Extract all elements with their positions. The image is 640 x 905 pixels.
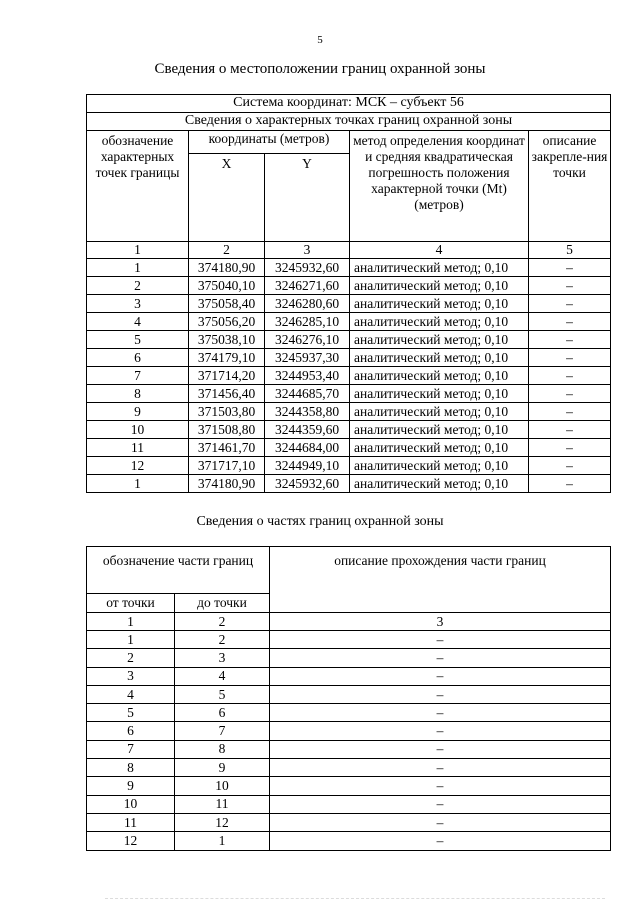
coord-x: 375040,10	[189, 277, 265, 295]
index-cell: 3	[270, 613, 611, 631]
from-point: 7	[87, 740, 175, 758]
header-to: до точки	[175, 594, 270, 613]
point-id: 11	[87, 439, 189, 457]
table-row	[87, 722, 611, 740]
point-desc: –	[529, 349, 611, 367]
part-desc: –	[270, 795, 611, 813]
index-cell: 5	[529, 242, 611, 259]
to-point: 4	[175, 667, 270, 685]
table-row	[87, 667, 611, 685]
table-row	[87, 421, 611, 439]
method: аналитический метод; 0,10	[350, 457, 529, 475]
method: аналитический метод; 0,10	[350, 277, 529, 295]
from-point: 8	[87, 759, 175, 777]
from-point: 3	[87, 667, 175, 685]
from-point: 6	[87, 722, 175, 740]
coord-y: 3244685,70	[265, 385, 350, 403]
table-row	[87, 385, 611, 403]
table-row	[87, 832, 611, 850]
coord-x: 371456,40	[189, 385, 265, 403]
part-desc: –	[270, 813, 611, 831]
from-point: 12	[87, 832, 175, 850]
coord-y: 3246276,10	[265, 331, 350, 349]
to-point: 10	[175, 777, 270, 795]
index-cell: 2	[189, 242, 265, 259]
point-id: 1	[87, 475, 189, 493]
part-desc: –	[270, 649, 611, 667]
coord-x: 371461,70	[189, 439, 265, 457]
part-desc: –	[270, 704, 611, 722]
coord-y: 3244949,10	[265, 457, 350, 475]
method: аналитический метод; 0,10	[350, 259, 529, 277]
coord-y: 3246271,60	[265, 277, 350, 295]
index-cell: 1	[87, 242, 189, 259]
part-desc: –	[270, 759, 611, 777]
table-row	[87, 349, 611, 367]
header-point: обозначение характерных точек границы	[87, 131, 189, 242]
header-x: X	[189, 154, 265, 242]
from-point: 1	[87, 631, 175, 649]
header-part-desc: описание прохождения части границ	[270, 547, 611, 613]
table-row	[87, 740, 611, 758]
method: аналитический метод; 0,10	[350, 421, 529, 439]
table-row	[87, 277, 611, 295]
table-row	[87, 295, 611, 313]
method: аналитический метод; 0,10	[350, 349, 529, 367]
point-desc: –	[529, 385, 611, 403]
coord-y: 3246280,60	[265, 295, 350, 313]
method: аналитический метод; 0,10	[350, 403, 529, 421]
to-point: 9	[175, 759, 270, 777]
coord-x: 374180,90	[189, 259, 265, 277]
point-desc: –	[529, 277, 611, 295]
boundary-parts-rows	[87, 631, 611, 851]
coord-y: 3246285,10	[265, 313, 350, 331]
table-row	[87, 795, 611, 813]
method: аналитический метод; 0,10	[350, 313, 529, 331]
to-point: 1	[175, 832, 270, 850]
point-id: 1	[87, 259, 189, 277]
section2-title: Сведения о частях границ охранной зоны	[196, 514, 444, 529]
coordinates-table	[86, 94, 611, 493]
table-row	[87, 367, 611, 385]
table-row	[87, 439, 611, 457]
table-row	[87, 685, 611, 703]
to-point: 7	[175, 722, 270, 740]
coord-y: 3244358,80	[265, 403, 350, 421]
part-desc: –	[270, 722, 611, 740]
coord-x: 375056,20	[189, 313, 265, 331]
table-row	[87, 457, 611, 475]
coord-x: 371714,20	[189, 367, 265, 385]
from-point: 11	[87, 813, 175, 831]
table-row	[87, 259, 611, 277]
coord-x: 371717,10	[189, 457, 265, 475]
point-desc: –	[529, 457, 611, 475]
table-row	[87, 649, 611, 667]
header-desc: описание закрепле-ния точки	[529, 131, 611, 242]
coord-y: 3244359,60	[265, 421, 350, 439]
part-desc: –	[270, 685, 611, 703]
method: аналитический метод; 0,10	[350, 439, 529, 457]
method: аналитический метод; 0,10	[350, 385, 529, 403]
point-id: 6	[87, 349, 189, 367]
from-point: 5	[87, 704, 175, 722]
to-point: 5	[175, 685, 270, 703]
table-row	[87, 313, 611, 331]
point-desc: –	[529, 367, 611, 385]
point-id: 5	[87, 331, 189, 349]
method: аналитический метод; 0,10	[350, 475, 529, 493]
point-id: 4	[87, 313, 189, 331]
table-row	[87, 331, 611, 349]
part-desc: –	[270, 631, 611, 649]
method: аналитический метод; 0,10	[350, 367, 529, 385]
coord-x: 374179,10	[189, 349, 265, 367]
point-id: 12	[87, 457, 189, 475]
to-point: 3	[175, 649, 270, 667]
coord-y: 3244684,00	[265, 439, 350, 457]
table-row	[87, 631, 611, 649]
point-desc: –	[529, 421, 611, 439]
to-point: 2	[175, 631, 270, 649]
table-row	[87, 475, 611, 493]
to-point: 12	[175, 813, 270, 831]
coord-x: 371508,80	[189, 421, 265, 439]
page-number: 5	[317, 34, 323, 46]
header-from: от точки	[87, 594, 175, 613]
point-id: 9	[87, 403, 189, 421]
coord-y: 3245932,60	[265, 475, 350, 493]
coord-x: 374180,90	[189, 475, 265, 493]
coordinates-rows	[87, 259, 611, 493]
coord-x: 371503,80	[189, 403, 265, 421]
point-desc: –	[529, 295, 611, 313]
part-desc: –	[270, 740, 611, 758]
point-desc: –	[529, 403, 611, 421]
coord-y: 3244953,40	[265, 367, 350, 385]
from-point: 2	[87, 649, 175, 667]
table-row	[87, 759, 611, 777]
point-desc: –	[529, 439, 611, 457]
point-id: 10	[87, 421, 189, 439]
point-desc: –	[529, 259, 611, 277]
index-cell: 1	[87, 613, 175, 631]
table-subtitle: Сведения о характерных точках границ охранной зоны	[87, 113, 611, 131]
to-point: 11	[175, 795, 270, 813]
table-row	[87, 403, 611, 421]
table-row	[87, 777, 611, 795]
part-desc: –	[270, 667, 611, 685]
point-desc: –	[529, 475, 611, 493]
header-y: Y	[265, 154, 350, 242]
coord-x: 375058,40	[189, 295, 265, 313]
from-point: 10	[87, 795, 175, 813]
part-desc: –	[270, 832, 611, 850]
section1-title: Сведения о местоположении границ охранной зоны	[154, 61, 486, 77]
coord-y: 3245932,60	[265, 259, 350, 277]
coordinate-system: Система координат: МСК – субъект 56	[87, 95, 611, 113]
index-cell: 3	[265, 242, 350, 259]
coord-x: 375038,10	[189, 331, 265, 349]
boundary-parts-table	[86, 546, 611, 851]
table-row	[87, 813, 611, 831]
coord-y: 3245937,30	[265, 349, 350, 367]
method: аналитический метод; 0,10	[350, 331, 529, 349]
to-point: 8	[175, 740, 270, 758]
table-row	[87, 704, 611, 722]
point-id: 2	[87, 277, 189, 295]
point-desc: –	[529, 331, 611, 349]
header-coords: координаты (метров)	[189, 131, 350, 154]
from-point: 4	[87, 685, 175, 703]
point-id: 8	[87, 385, 189, 403]
footer-artifact	[105, 898, 605, 903]
point-id: 3	[87, 295, 189, 313]
header-part: обозначение части границ	[87, 547, 270, 594]
method: аналитический метод; 0,10	[350, 295, 529, 313]
point-desc: –	[529, 313, 611, 331]
index-cell: 2	[175, 613, 270, 631]
header-method: метод определения координат и средняя квадратическая погрешность положения характерной точки (Mt) (метров)	[350, 131, 529, 242]
point-id: 7	[87, 367, 189, 385]
to-point: 6	[175, 704, 270, 722]
index-cell: 4	[350, 242, 529, 259]
part-desc: –	[270, 777, 611, 795]
from-point: 9	[87, 777, 175, 795]
